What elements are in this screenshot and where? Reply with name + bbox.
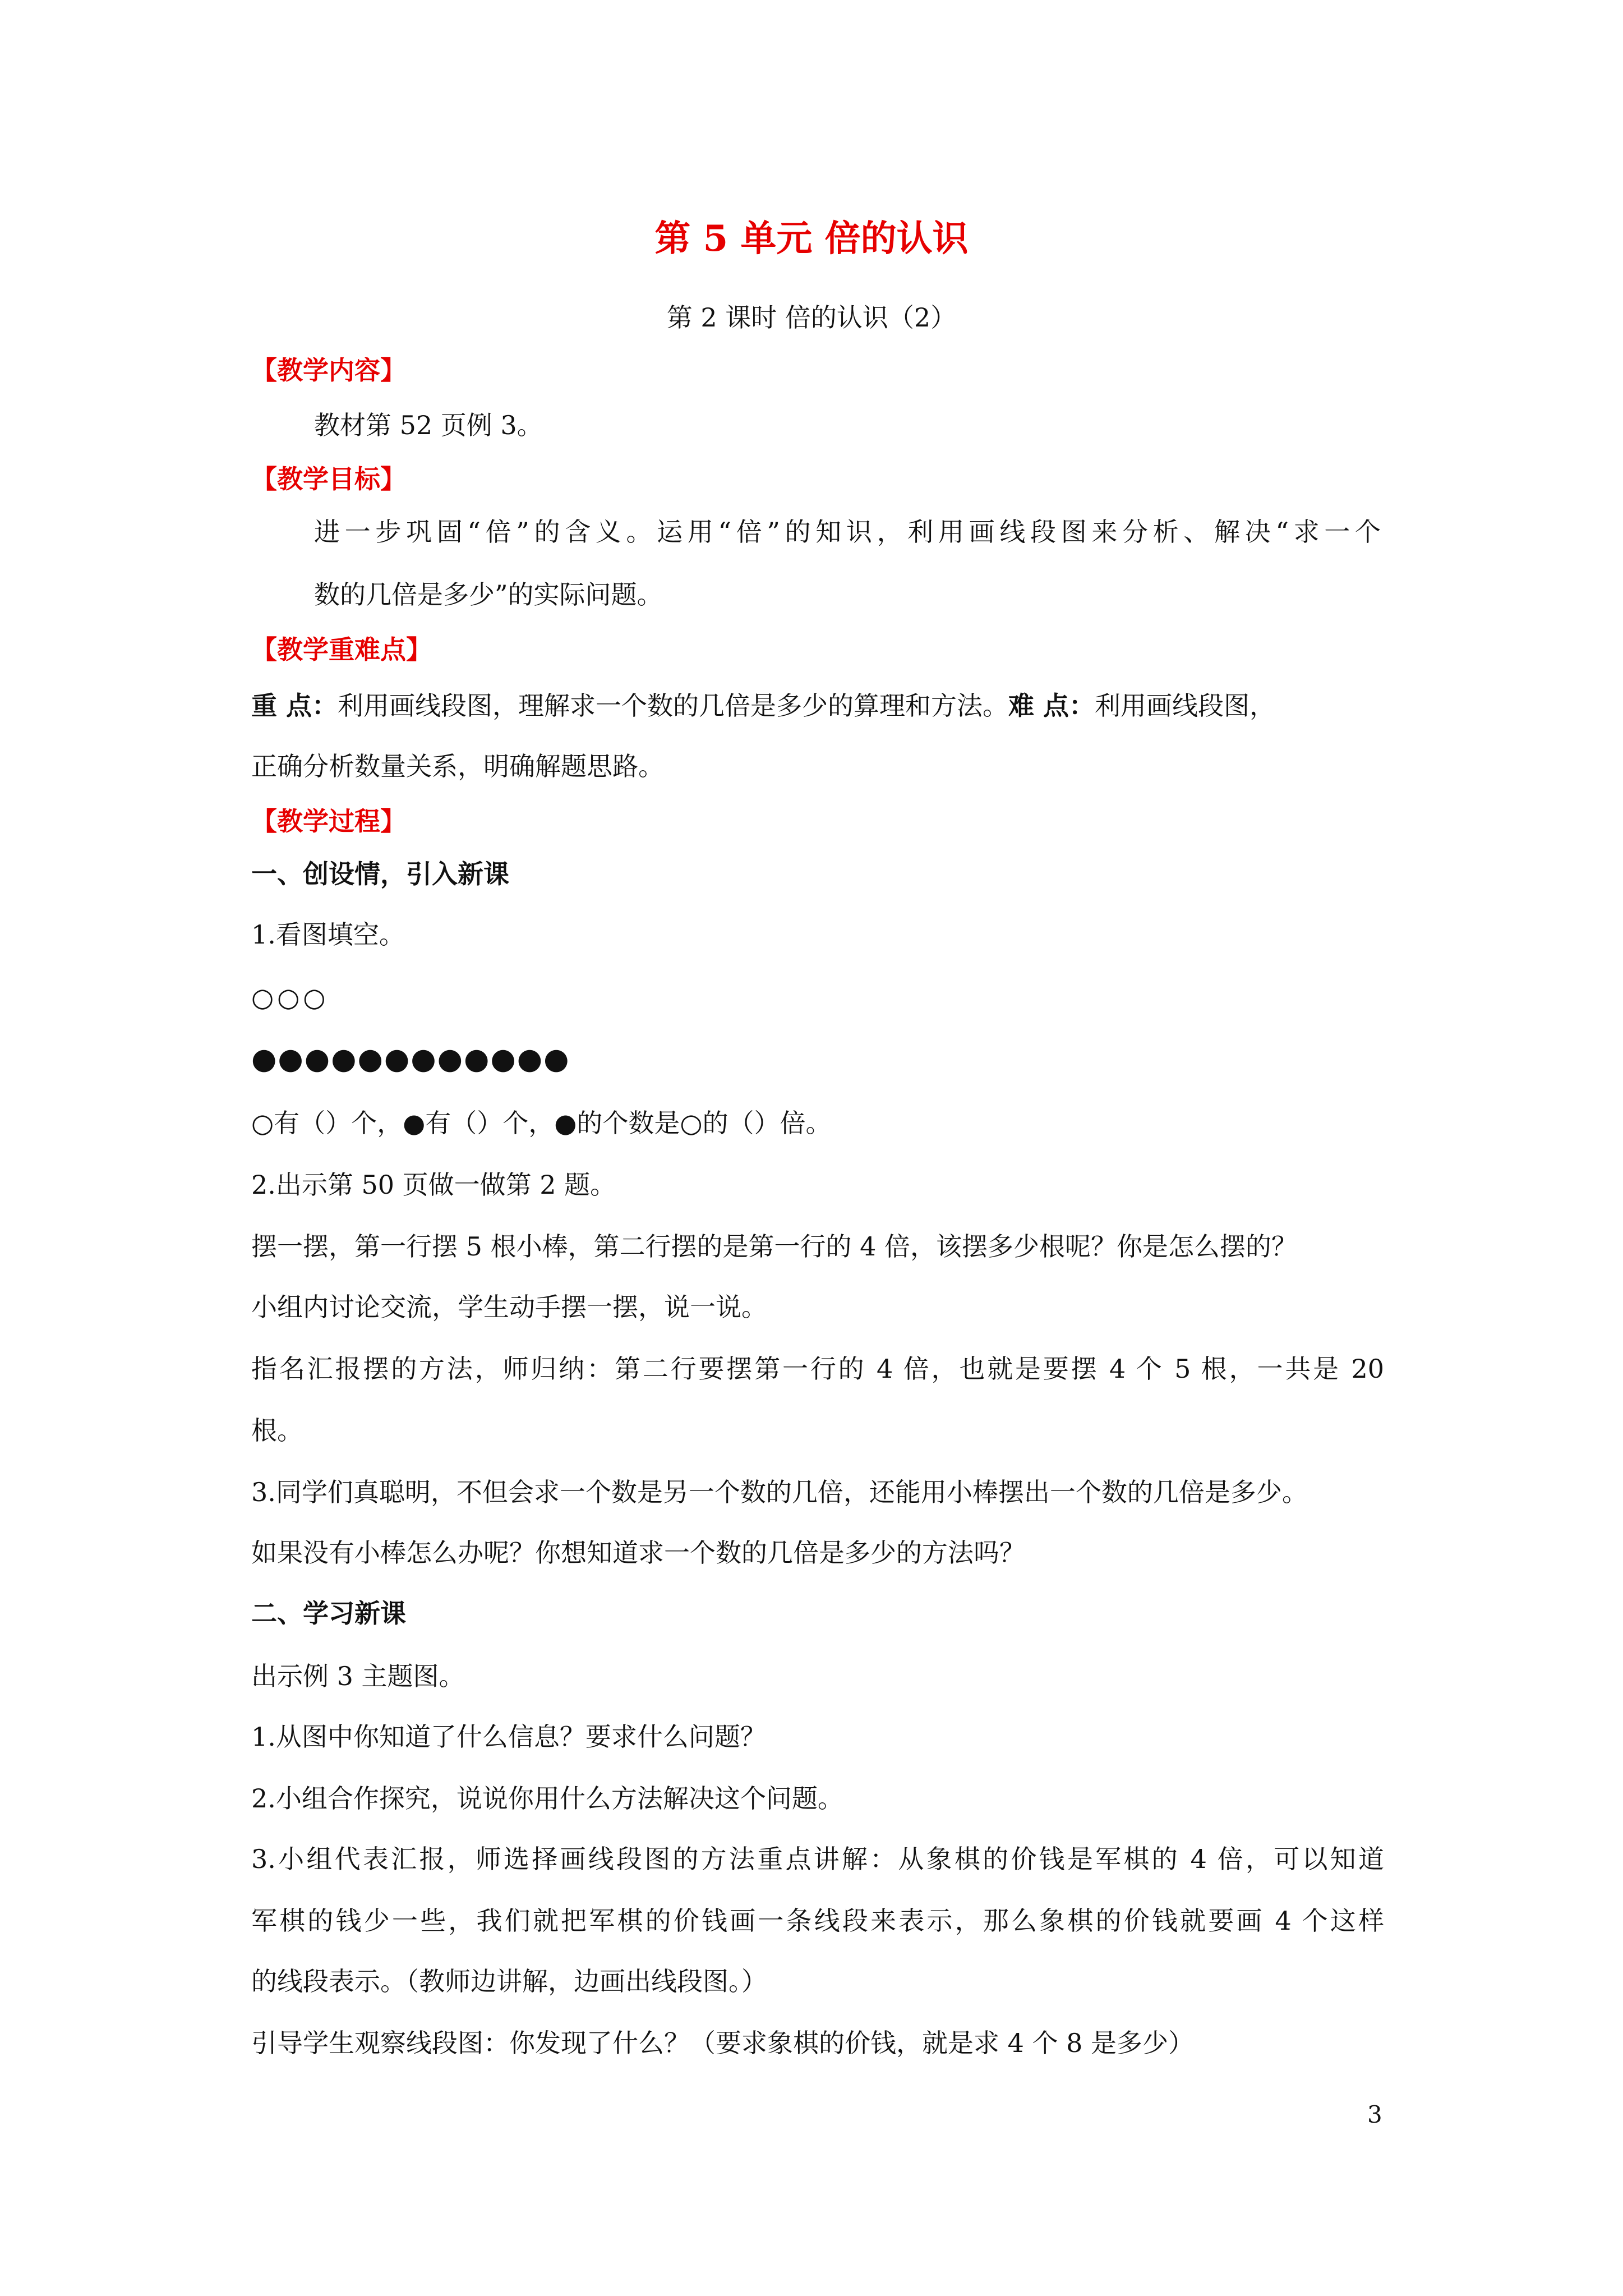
heading-teaching-process: 【教学过程】 xyxy=(251,806,406,836)
section-heading-intro: 一、创设情，引入新课 xyxy=(251,859,509,889)
page-number: 3 xyxy=(1367,2101,1382,2128)
paragraph-line: 出示例 3 主题图。 xyxy=(251,1661,465,1691)
list-item: 2.出示第 50 页做一做第 2 题。 xyxy=(251,1170,616,1200)
paragraph-line: 的线段表示。（教师边讲解，边画出线段图。） xyxy=(251,1966,767,1996)
heading-teaching-content: 【教学内容】 xyxy=(251,355,406,385)
difficult-point-continuation: 正确分析数量关系，明确解题思路。 xyxy=(251,751,664,781)
heading-teaching-goal: 【教学目标】 xyxy=(251,464,406,494)
paragraph-line: 引导学生观察线段图：你发现了什么？（要求象棋的价钱，就是求 4 个 8 是多少） xyxy=(251,2028,1195,2058)
page-title: 第 5 单元 倍的认识 xyxy=(654,218,969,260)
solid-circles: ●●●●●●●●●●●● xyxy=(251,1042,570,1076)
difficult-point-label: 难 点： xyxy=(1008,691,1095,721)
hollow-circles: ○○○ xyxy=(251,982,329,1013)
paragraph-line: 小组内讨论交流，学生动手摆一摆，说一说。 xyxy=(251,1292,767,1322)
paragraph-line: 军棋的钱少一些，我们就把军棋的价钱画一条线段来表示，那么象棋的价钱就要画 4 个这样 xyxy=(251,1906,1384,1936)
paragraph-line: 摆一摆，第一行摆 5 根小棒，第二行摆的是第一行的 4 倍，该摆多少根呢？你是怎么摆的？ xyxy=(251,1231,1298,1262)
paragraph-line: 3.同学们真聪明，不但会求一个数是另一个数的几倍，还能用小棒摆出一个数的几倍是多少。 xyxy=(251,1477,1308,1507)
difficult-point-text: 利用画线段图， xyxy=(1095,691,1276,721)
paragraph-line: 指名汇报摆的方法，师归纳：第二行要摆第一行的 4 倍，也就是要摆 4 个 5 根，一共是 20 xyxy=(251,1354,1384,1384)
section-heading-new-lesson: 二、学习新课 xyxy=(251,1598,406,1628)
paragraph-line: 3.小组代表汇报，师选择画线段图的方法重点讲解：从象棋的价钱是军棋的 4 倍，可以知道 xyxy=(251,1844,1384,1874)
paragraph-line: 如果没有小棒怎么办呢？你想知道求一个数的几倍是多少的方法吗？ xyxy=(251,1538,1025,1568)
list-item: 1.从图中你知道了什么信息？要求什么问题？ xyxy=(251,1722,766,1752)
teaching-content-text: 教材第 52 页例 3。 xyxy=(314,410,543,440)
lesson-subtitle: 第 2 课时 倍的认识（2） xyxy=(666,302,957,333)
fill-in-blank-question: ○有（）个，●有（）个，●的个数是○的（）倍。 xyxy=(251,1108,832,1138)
teaching-goal-line: 进一步巩固“倍”的含义。运用“倍”的知识，利用画线段图来分析、解决“求一个 xyxy=(314,517,1381,547)
key-points-line xyxy=(251,689,1275,723)
heading-key-difficult-points: 【教学重难点】 xyxy=(251,634,432,665)
list-item: 2.小组合作探究，说说你用什么方法解决这个问题。 xyxy=(251,1783,843,1814)
key-point-label: 重 点： xyxy=(251,691,338,721)
paragraph-line: 根。 xyxy=(251,1415,303,1446)
teaching-goal-line: 数的几倍是多少”的实际问题。 xyxy=(314,579,663,610)
key-point-text: 利用画线段图，理解求一个数的几倍是多少的算理和方法。 xyxy=(338,691,1009,721)
list-item: 1.看图填空。 xyxy=(251,919,405,950)
